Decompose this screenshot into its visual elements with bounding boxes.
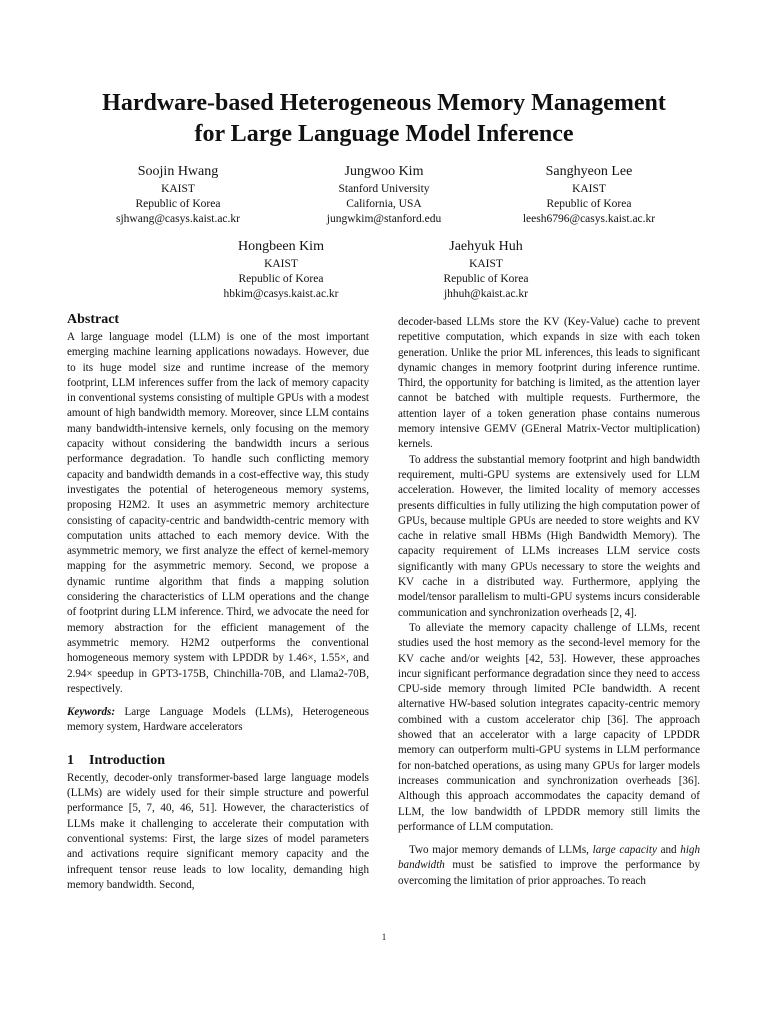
author-email: jhhuh@kaist.ac.kr [443,288,529,300]
title-line-1: Hardware-based Heterogeneous Memory Management [102,90,666,116]
author-email: leesh6796@casys.kaist.ac.kr [522,213,656,225]
author-location: Republic of Korea [546,198,632,210]
author-location: Republic of Korea [443,273,529,285]
author-name: Hongbeen Kim [238,239,324,254]
author-block [279,163,489,227]
author-block [381,238,591,302]
keywords-text: Large Language Models (LLMs), Heterogeneous memory system, Hardware accelerators [67,706,369,734]
author-email: sjhwang@casys.kaist.ac.kr [116,213,240,225]
emphasis: large capacity [592,844,657,857]
emphasis: high bandwidth [398,844,701,872]
section-title: Introduction [89,752,165,768]
section-heading-introduction [67,752,369,769]
author-location: California, USA [346,198,422,210]
author-location: Republic of Korea [238,273,324,285]
author-affiliation: KAIST [469,258,503,270]
keywords [67,705,369,736]
left-column [67,311,369,893]
abstract-text: A large language model (LLM) is one of the most important emerging machine learning applications nowadays. However, due to its huge model size and runtime increase of the memory footprint, LLM inferences suffer from the lack of memory capacity in conventional systems consisting of multiple GPUs with a modest amount of high bandwidth memory. Moreover, since LLM contains many bandwidth-intensive kernels, only focusing on the memory capacity without considering the bandwidth incurs a serious performance degradation. To handle such conflicting memory capacity and bandwidth demands in a cost-effective way, this study investigates the potential of heterogeneous memory systems, proposing H2M2. It uses an asymmetric memory architecture consisting of capacity-centric and bandwidth-centric memory with computation units attached to each memory device. With the asymmetric memory, we first analyze the effect of kernel-memory mapping for the asymmetric memory. Second, we propose a dynamic runtime algorithm that finds a mapping solution considering the characteristics of LLM operations and the change of footprint during LLM inference. Third, we advocate the need for memory abstraction for the efficient management of the asymmetric memory. H2M2 outperforms the conventional homogeneous memory system with LPDDR by 1.46×, 1.55×, and 2.94× speedup in GPT3-175B, Chinchilla-70B, and Llama2-70B, respectively. [67,331,369,695]
author-block [73,163,283,227]
author-block [176,238,386,302]
author-affiliation: KAIST [572,183,606,195]
author-affiliation: KAIST [161,183,195,195]
author-name: Jaehyuk Huh [449,239,523,254]
author-affiliation: KAIST [264,258,298,270]
page-number: 1 [381,932,387,942]
author-block [484,163,694,227]
author-email: hbkim@casys.kaist.ac.kr [223,288,339,300]
body-paragraph: To alleviate the memory capacity challenge of LLMs, recent studies used the host memory as the second-level memory for the KV cache and/or weights [42, 53]. However, these approaches incur significant performance degradation since they need to access CPU-side memory through limited PCIe bandwidth. A recent alternative HW-based solution integrates capacity-centric memory combined with a custom accelerator chip [36]. The approach showed that an accelerator with a large capacity of LPDDR memory can outperform multi-GPU systems in LLM performance for non-batched operations, as using many GPUs for larger models increases communication and synchronization overheads [36]. Although this approach accommodates the capacity demand of LLM, the low bandwidth of LPDDR memory still limits the performance of LLM computation. [398,621,700,833]
author-location: Republic of Korea [135,198,221,210]
paper-title [40,88,728,150]
body-paragraph [398,843,700,889]
intro-paragraph: Recently, decoder-only transformer-based large language models (LLMs) are widely used for their simple structure and powerful performance [5, 7, 40, 46, 51]. However, the characteristics of LLMs make it challenging to accelerate their computation with conventional systems: First, the large sizes of model parameters and activations require significant memory capacity and the infrequent tensor reuse leads to low locality, demanding high memory bandwidth. Second, [67,771,369,891]
author-name: Soojin Hwang [137,164,219,179]
right-column [398,315,700,889]
section-number: 1 [67,752,74,768]
author-affiliation: Stanford University [338,183,430,195]
keywords-label: Keywords: [67,706,116,719]
body-paragraph: decoder-based LLMs store the KV (Key-Value) cache to prevent repetitive computation, which expands in size with each token generation. Unlike the prior ML inferences, this leads to significant dynamic changes in memory footprint during inference runtime. Third, the opportunity for batching is limited, as the attention layer cannot be batched with multiple requests. Furthermore, the attention layer of a token generation phase contains numerous memory intensive GEMV (GEneral Matrix-Vector multiplication) kernels. [398,316,700,451]
text-run: Two major memory demands of LLMs, [409,844,593,857]
author-name: Sanghyeon Lee [545,164,633,179]
author-name: Jungwoo Kim [344,164,424,179]
body-paragraph: To address the substantial memory footprint and high bandwidth requirement, multi-GPU systems are extensively used for LLM acceleration. However, the limited locality of memory accesses presents difficulties in fully utilizing the high computation power of GPUs, because multiple GPUs are needed to store weights and KV cache in relative small HBMs (High Bandwidth Memory). The capacity requirement of LLMs increases LLM service costs significantly with many GPUs necessary to store the weights and KV cache in a distributed way. Furthermore, applying the model/tensor parallelism to multi-GPU systems incurs considerable communication and synchronization overheads [2, 4]. [398,453,700,619]
title-line-2: for Large Language Model Inference [194,121,574,147]
text-run: and [656,844,681,857]
author-email: jungwkim@stanford.edu [326,213,442,225]
abstract-heading: Abstract [67,312,120,327]
text-run: must be satisfied to improve the performance by overcoming the limitation of prior approaches. To reach [398,859,700,887]
